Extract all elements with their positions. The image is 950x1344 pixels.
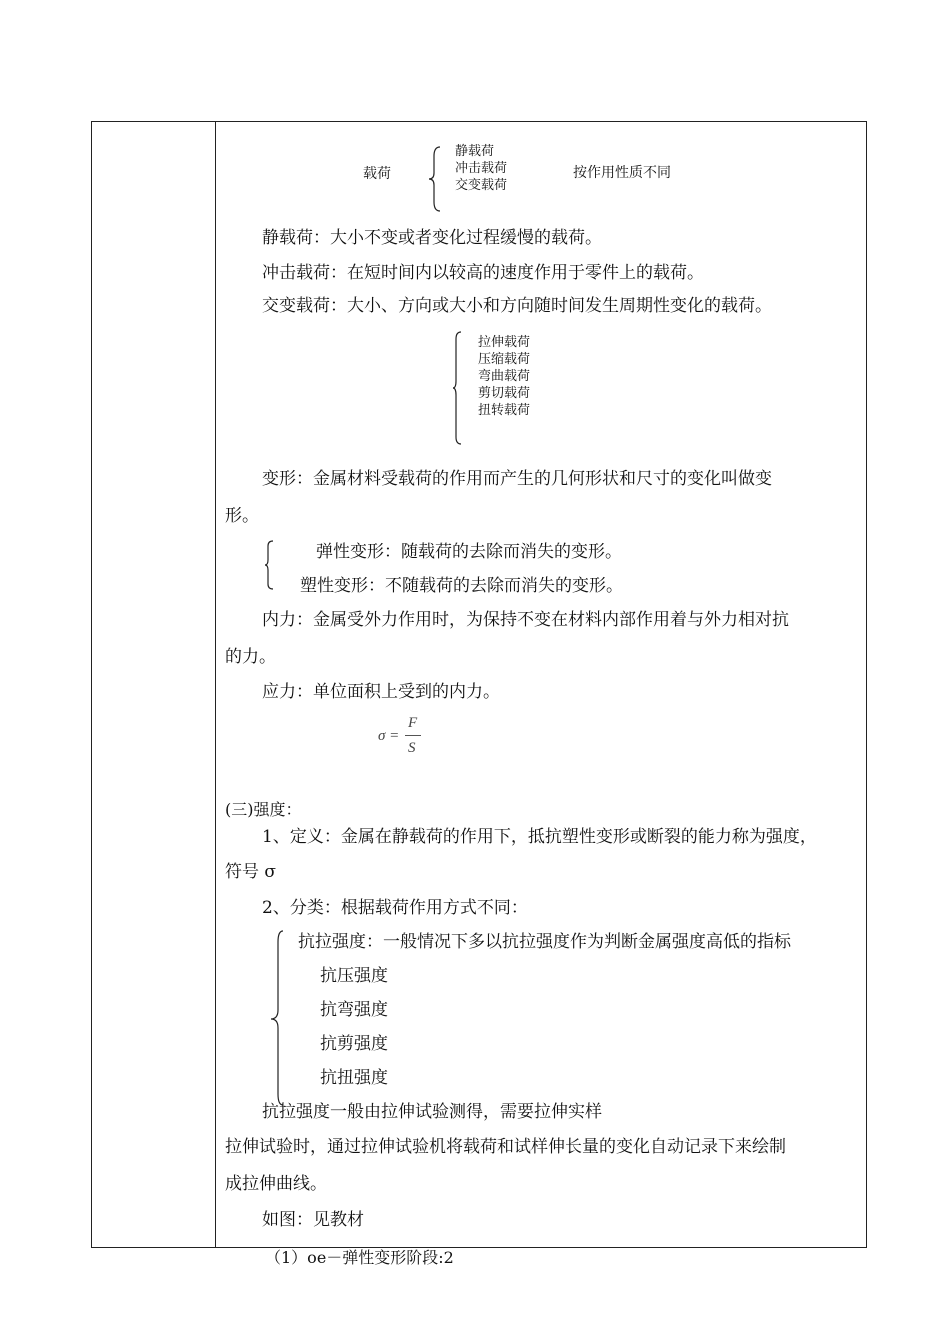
load-brace bbox=[428, 146, 442, 212]
tensile-test-line-1: 拉伸试验时，通过拉伸试验机将载荷和试样伸长量的变化自动记录下来绘制 bbox=[225, 1137, 786, 1157]
fraction-bar bbox=[405, 735, 421, 736]
def-static-load: 静载荷：大小不变或者变化过程缓慢的载荷。 bbox=[262, 228, 602, 248]
strength-item-tensile: 抗拉强度：一般情况下多以抗拉强度作为判断金属强度高低的指标 bbox=[298, 932, 791, 952]
tensile-test-line-2: 成拉伸曲线。 bbox=[225, 1174, 327, 1194]
formula-denominator: S bbox=[408, 740, 416, 756]
stress-definition: 应力：单位面积上受到的内力。 bbox=[262, 682, 500, 702]
load-types-brace bbox=[452, 331, 462, 445]
plastic-deformation: 塑性变形：不随载荷的去除而消失的变形。 bbox=[300, 576, 623, 596]
internal-force-line-2: 的力。 bbox=[225, 647, 276, 667]
strength-item-bending: 抗弯强度 bbox=[320, 1000, 388, 1020]
load-item-alternating: 交变载荷 bbox=[455, 178, 508, 193]
strength-item-shear: 抗剪强度 bbox=[320, 1034, 388, 1054]
load-type-tension: 拉伸载荷 bbox=[478, 335, 531, 350]
elastic-deformation: 弹性变形：随载荷的去除而消失的变形。 bbox=[316, 542, 622, 562]
load-label: 载荷 bbox=[363, 166, 391, 182]
tensile-note: 抗拉强度一般由拉伸试验测得，需要拉伸实样 bbox=[262, 1102, 602, 1122]
load-type-bending: 弯曲载荷 bbox=[478, 369, 531, 384]
strength-def-line-1: 1、定义：金属在静载荷的作用下，抵抗塑性变形或断裂的能力称为强度， bbox=[262, 827, 817, 847]
formula-numerator: F bbox=[408, 715, 418, 731]
load-type-compression: 压缩载荷 bbox=[478, 352, 531, 367]
strength-def-line-2: 符号 σ bbox=[225, 862, 277, 882]
strength-heading: (三)强度： bbox=[225, 800, 302, 819]
strength-brace bbox=[270, 930, 284, 1106]
internal-force-line-1: 内力：金属受外力作用时，为保持不变在材料内部作用着与外力相对抗 bbox=[262, 610, 789, 630]
load-note: 按作用性质不同 bbox=[573, 165, 671, 181]
def-impact-load: 冲击载荷：在短时间内以较高的速度作用于零件上的载荷。 bbox=[262, 263, 704, 283]
deformation-line-2: 形。 bbox=[225, 506, 259, 526]
load-item-static: 静载荷 bbox=[455, 144, 495, 159]
load-type-torsion: 扭转载荷 bbox=[478, 403, 531, 418]
strength-classify: 2、分类：根据载荷作用方式不同： bbox=[262, 898, 528, 918]
column-divider bbox=[215, 121, 216, 1248]
deformation-brace bbox=[264, 540, 274, 590]
strength-item-torsion: 抗扭强度 bbox=[320, 1068, 388, 1088]
load-type-shear: 剪切载荷 bbox=[478, 386, 531, 401]
strength-item-compressive: 抗压强度 bbox=[320, 966, 388, 986]
formula-lhs: σ = bbox=[378, 728, 400, 744]
figure-reference: 如图：见教材 bbox=[262, 1210, 364, 1230]
elastic-stage: （1）oe－弹性变形阶段:2 bbox=[265, 1248, 454, 1267]
deformation-line-1: 变形：金属材料受载荷的作用而产生的几何形状和尺寸的变化叫做变 bbox=[262, 469, 772, 489]
def-alternating-load: 交变载荷：大小、方向或大小和方向随时间发生周期性变化的载荷。 bbox=[262, 296, 772, 316]
load-item-impact: 冲击载荷 bbox=[455, 161, 508, 176]
